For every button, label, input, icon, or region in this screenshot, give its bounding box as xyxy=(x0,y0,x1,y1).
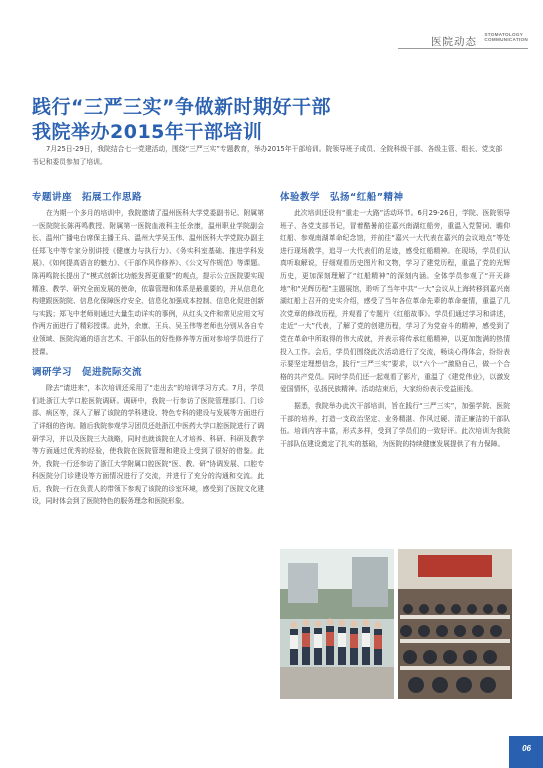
section-label-en: STOMATOLOGY COMMUNICATION xyxy=(484,32,528,43)
left-column xyxy=(32,189,264,512)
meeting-photo-indoor xyxy=(398,549,512,699)
section-paragraph-research: 除去“请进来”，本次培训还采用了“走出去”的培训学习方式。7月，学员们赴浙江大学口腔医院调研。调研中，我院一行参访了医院管理部门、门诊部、病区等，深入了解了该院的学科建设、特色专科的建设与发展等方面进行了详细的咨询。随后我院参观学习团员还赴浙江中医药大学口腔医院进行了调研学习，并以及医院三大战略，同时也就该院在人才培养、科研、科研及教学等方面通过优秀的经验，使我院在医院管理和建设上受到了很好的借鉴。此外，我院一行还参访了浙江大学附属口腔医院“医、教、研”协调发展、口腔专科医院分门诊建设等方面情况进行了交流，并进行了充分的沟通和交流。此后，我院一行在负责人的带领下参观了该院的诊室环境，感受到了医院文化建设，同时体会到了医院特色的服务理念和医院形象。 xyxy=(32,384,264,506)
page-number: 06 xyxy=(522,744,531,753)
article-title-line-1: 践行“三严三实”争做新时期好干部 xyxy=(32,96,331,118)
article-title-line-2: 我院举办2015年干部培训 xyxy=(32,121,263,143)
article-lead: 7月25日-29日，我院结合七一党建活动，围绕“三严三实”专题教育，举办2015年干部培训。院领导班子成员、全院科级干部、各级主管、组长、党支部书记和委员参加了培训。 xyxy=(32,145,503,166)
page-header xyxy=(0,0,543,56)
section-paragraph-summary: 据悉，我院举办此次干部培训，旨在践行“三严三实”，加强学院、医院干部的培养，打造一支政治坚定、业务精湛、作风过硬、清正廉洁的干部队伍。培训内容丰富，形式多样，受到了学员们的一致好评。此次培训为我院干部队伍建设奠定了扎实的基础，为医院的持续健康发展提供了有力保障。 xyxy=(280,401,510,448)
group-photo-outdoor xyxy=(280,549,394,699)
section-label: 医院动态 xyxy=(431,36,477,48)
right-column xyxy=(280,189,510,454)
header-rule xyxy=(398,48,528,49)
section-paragraph-experience: 此次培训还设有“重走一大路”活动环节。6月29-26日，学院、医院领导班子、各党支部书记，冒着酷暑前往嘉兴南湖红船旁，重温入党誓词、瞻仰红船、参观南湖革命纪念馆，并前往“嘉兴一大代表在嘉兴的会议地点”等处进行现场教学，追寻一大代表们的足迹，感受红船精神。在现场，学员们认真听取解说，仔细观看历史图片和文物，学习了建党历程，重温了党的光辉历史，更加深刻理解了“红船精神”的深刻内涵。全体学员参观了“开天辟地”和“光辉历程”主题展馆，聆听了当年中共“一大”会议从上海转移到嘉兴南湖红船上召开的史实介绍，感受了当年各位革命先辈的革命豪情，重温了几次党章的修改历程，并观看了专题片《红船故事》。学员们通过学习和讲述，走近“一大”代表，了解了党的创建历程，学习了为党奋斗的精神，感受到了党在革命中所取得的伟大成就，并表示将传承红船精神，以更加饱满的热情投入工作。会后，学员们围绕此次活动进行了交流，畅谈心得体会，纷纷表示要坚定理想信念，践行“三严三实”要求，以“六个一”激励自己，做一个合格的共产党员。同时学员们还一起观看了影片，重温了《建党伟业》，以激发爱国情怀，弘扬民族精神。活动结束后，大家纷纷表示受益匪浅。 xyxy=(280,209,510,394)
section-heading-lecture: 专题讲座 拓展工作思路 xyxy=(32,192,143,203)
section-paragraph-lecture: 在为期一个多月的培训中，我院邀请了温州医科大学党委副书记、附属第一医院院长陈再鸣教授、附属第一医院血液科主任余康，温州职业学院副会长、温州广播电台席保主播王兵、温州大学吴玉伟、温州医科大学党院办副主任郑飞中等专家分别讲授《健康力与执行力》、《务实科室基础、推进学科发展》、《如何提高语言的魅力》、《干部作风作修养》、《公文写作规范》等课题。陈再鸣院长提出了“模式创新比功能发挥更重要”的观点，提示公立医院要实现精准、教学、研究全面发展的使命，依靠管理和体系是最重要的，并从信息化构建跟医院院、信息化保障医疗安全、信息化加强成本控制、信息化促进创新与实践；郑飞中老师则通过大量生动详实的事例，从红头文件和常见应用文写作两方面进行了精彩授课。此外，余康、王兵、吴玉伟等老师也分别从各自专业领域、医院沟通的语言艺术、干部队伍的好性修养等方面对参培学员进行了授课。 xyxy=(32,209,264,356)
section-heading-research: 调研学习 促进院际交流 xyxy=(32,367,143,379)
section-heading-experience: 体验教学 弘扬“红船”精神 xyxy=(280,192,404,203)
